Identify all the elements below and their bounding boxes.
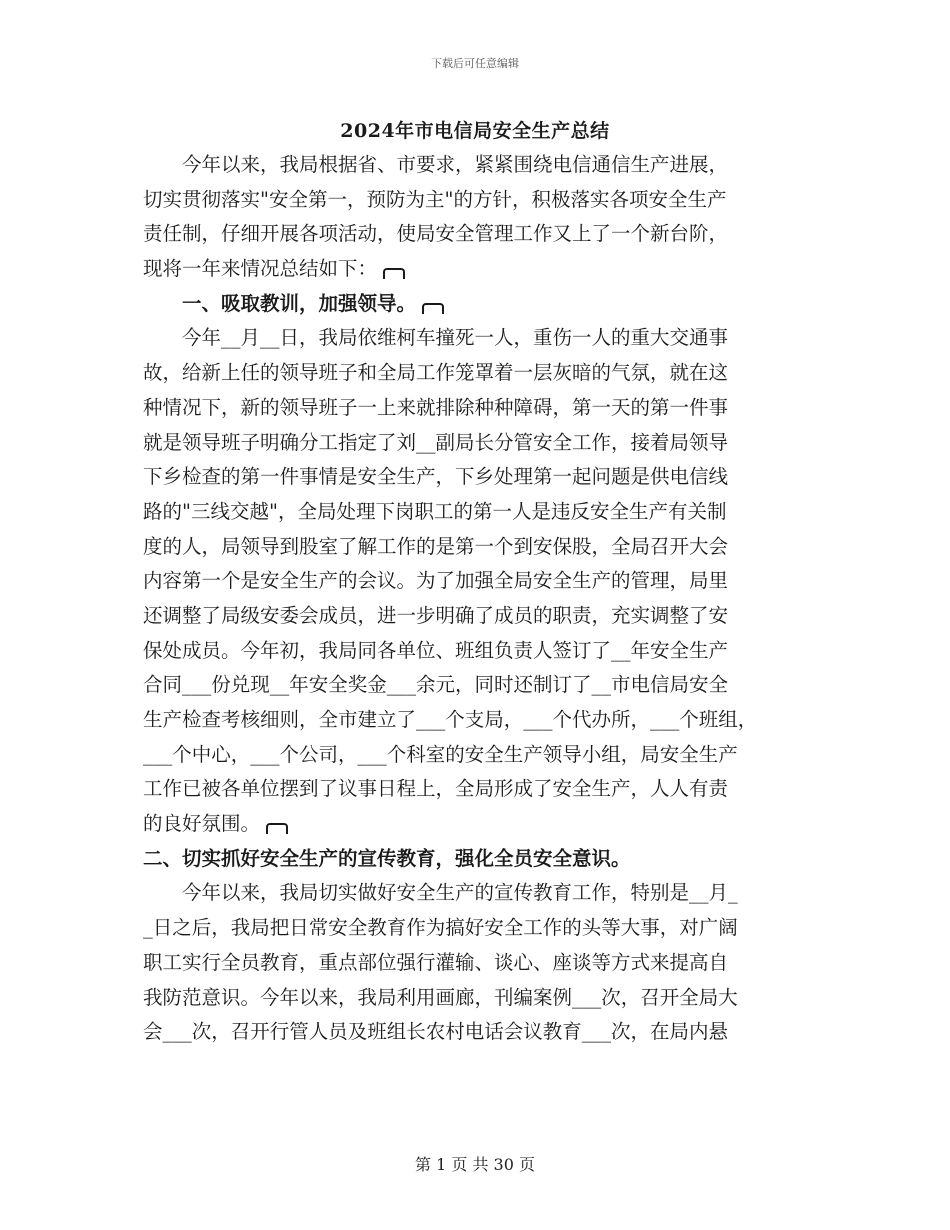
line-text: 度的人，局领导到股室了解工作的是第一个到安保股，全局召开大会 (143, 534, 729, 558)
paragraph-line (143, 252, 823, 287)
paragraph-line (143, 530, 823, 565)
line-text: 今年以来，我局切实做好安全生产的宣传教育工作，特别是__月_ (143, 881, 738, 905)
paragraph-line (143, 148, 823, 183)
line-text: 我防范意识。今年以来，我局利用画廊，刊编案例___次，召开全局大 (143, 985, 738, 1009)
line-text: 生产检查考核细则，全市建立了___个支局，___个代办所，___个班组， (143, 708, 758, 731)
line-text: 现将一年来情况总结如下： (143, 257, 378, 281)
paragraph-line (143, 703, 823, 738)
section-heading-line (143, 287, 823, 322)
paragraph-line (143, 668, 823, 703)
paragraph-line (143, 981, 823, 1016)
document-body (143, 148, 823, 1050)
page-number: 第 1 页 共 30 页 (415, 1155, 535, 1174)
line-text: 合同___份兑现__年安全奖金___余元，同时还制订了__市电信局安全 (143, 673, 729, 697)
line-text: 工作已被各单位摆到了议事日程上，全局形成了安全生产，人人有责 (143, 777, 729, 801)
paragraph-line (143, 911, 823, 946)
line-text: _日之后，我局把日常安全教育作为搞好安全工作的头等大事，对广阔 (143, 916, 738, 940)
line-text: 路的"三线交越"，全局处理下岗职工的第一人是违反安全生产有关制 (143, 499, 727, 523)
paragraph-line (143, 460, 823, 495)
page-title: 2024年市电信局安全生产总结 (340, 120, 610, 142)
line-text: 职工实行全员教育，重点部位强行灌输、谈心、座谈等方式来提高自 (143, 950, 729, 974)
paragraph-line (143, 321, 823, 356)
paragraph-line (143, 807, 823, 842)
paragraph-line (143, 1015, 823, 1050)
paragraph-line (143, 391, 823, 426)
line-text: 故，给新上任的领导班子和全局工作笼罩着一层灰暗的气氛，就在这 (143, 361, 729, 385)
line-text: 今年__月__日，我局依维柯车撞死一人，重伤一人的重大交通事 (143, 326, 729, 350)
header-note: 下载后可任意编辑 (431, 57, 519, 70)
paragraph-line (143, 634, 823, 669)
line-text: 保处成员。今年初，我局同各单位、班组负责人签订了__年安全生产 (143, 638, 729, 662)
paragraph-line (143, 772, 823, 807)
paragraph-line (143, 183, 823, 218)
line-text: 下乡检查的第一件事情是安全生产，下乡处理第一起问题是供电信线 (143, 465, 729, 489)
paragraph-mark-icon (422, 303, 444, 314)
paragraph-line (143, 564, 823, 599)
line-text: 责任制，仔细开展各项活动，使局安全管理工作又上了一个新台阶， (143, 222, 729, 246)
line-text: 切实贯彻落实"安全第一，预防为主"的方针，积极落实各项安全生产 (143, 187, 727, 211)
line-text: 还调整了局级安委会成员，进一步明确了成员的职责，充实调整了安 (143, 603, 729, 627)
line-text: 二、切实抓好安全生产的宣传教育，强化全员安全意识。 (143, 846, 631, 870)
section-heading-line (143, 842, 823, 877)
line-text: 的良好氛围。 (143, 812, 261, 836)
line-text: 内容第一个是安全生产的会议。为了加强全局安全生产的管理，局里 (143, 569, 729, 593)
line-text: 种情况下，新的领导班子一上来就排除种种障碍，第一天的第一件事 (143, 395, 729, 419)
paragraph-line (143, 356, 823, 391)
line-text: 今年以来，我局根据省、市要求，紧紧围绕电信通信生产进展， (143, 153, 729, 176)
line-text: 就是领导班子明确分工指定了刘__副局长分管安全工作，接着局领导 (143, 430, 729, 454)
paragraph-line (143, 426, 823, 461)
line-text: 会___次，召开行管人员及班组长农村电话会议教育___次，在局内悬 (143, 1020, 729, 1044)
paragraph-line (143, 876, 823, 911)
paragraph-mark-icon (383, 268, 405, 279)
paragraph-line (143, 495, 823, 530)
paragraph-line (143, 946, 823, 981)
paragraph-line (143, 217, 823, 252)
paragraph-line (143, 599, 823, 634)
line-text: ___个中心，___个公司，___个科室的安全生产领导小组，局安全生产 (143, 742, 738, 766)
paragraph-mark-icon (266, 823, 288, 834)
line-text: 一、吸取教训，加强领导。 (143, 291, 417, 315)
paragraph-line (143, 738, 823, 773)
